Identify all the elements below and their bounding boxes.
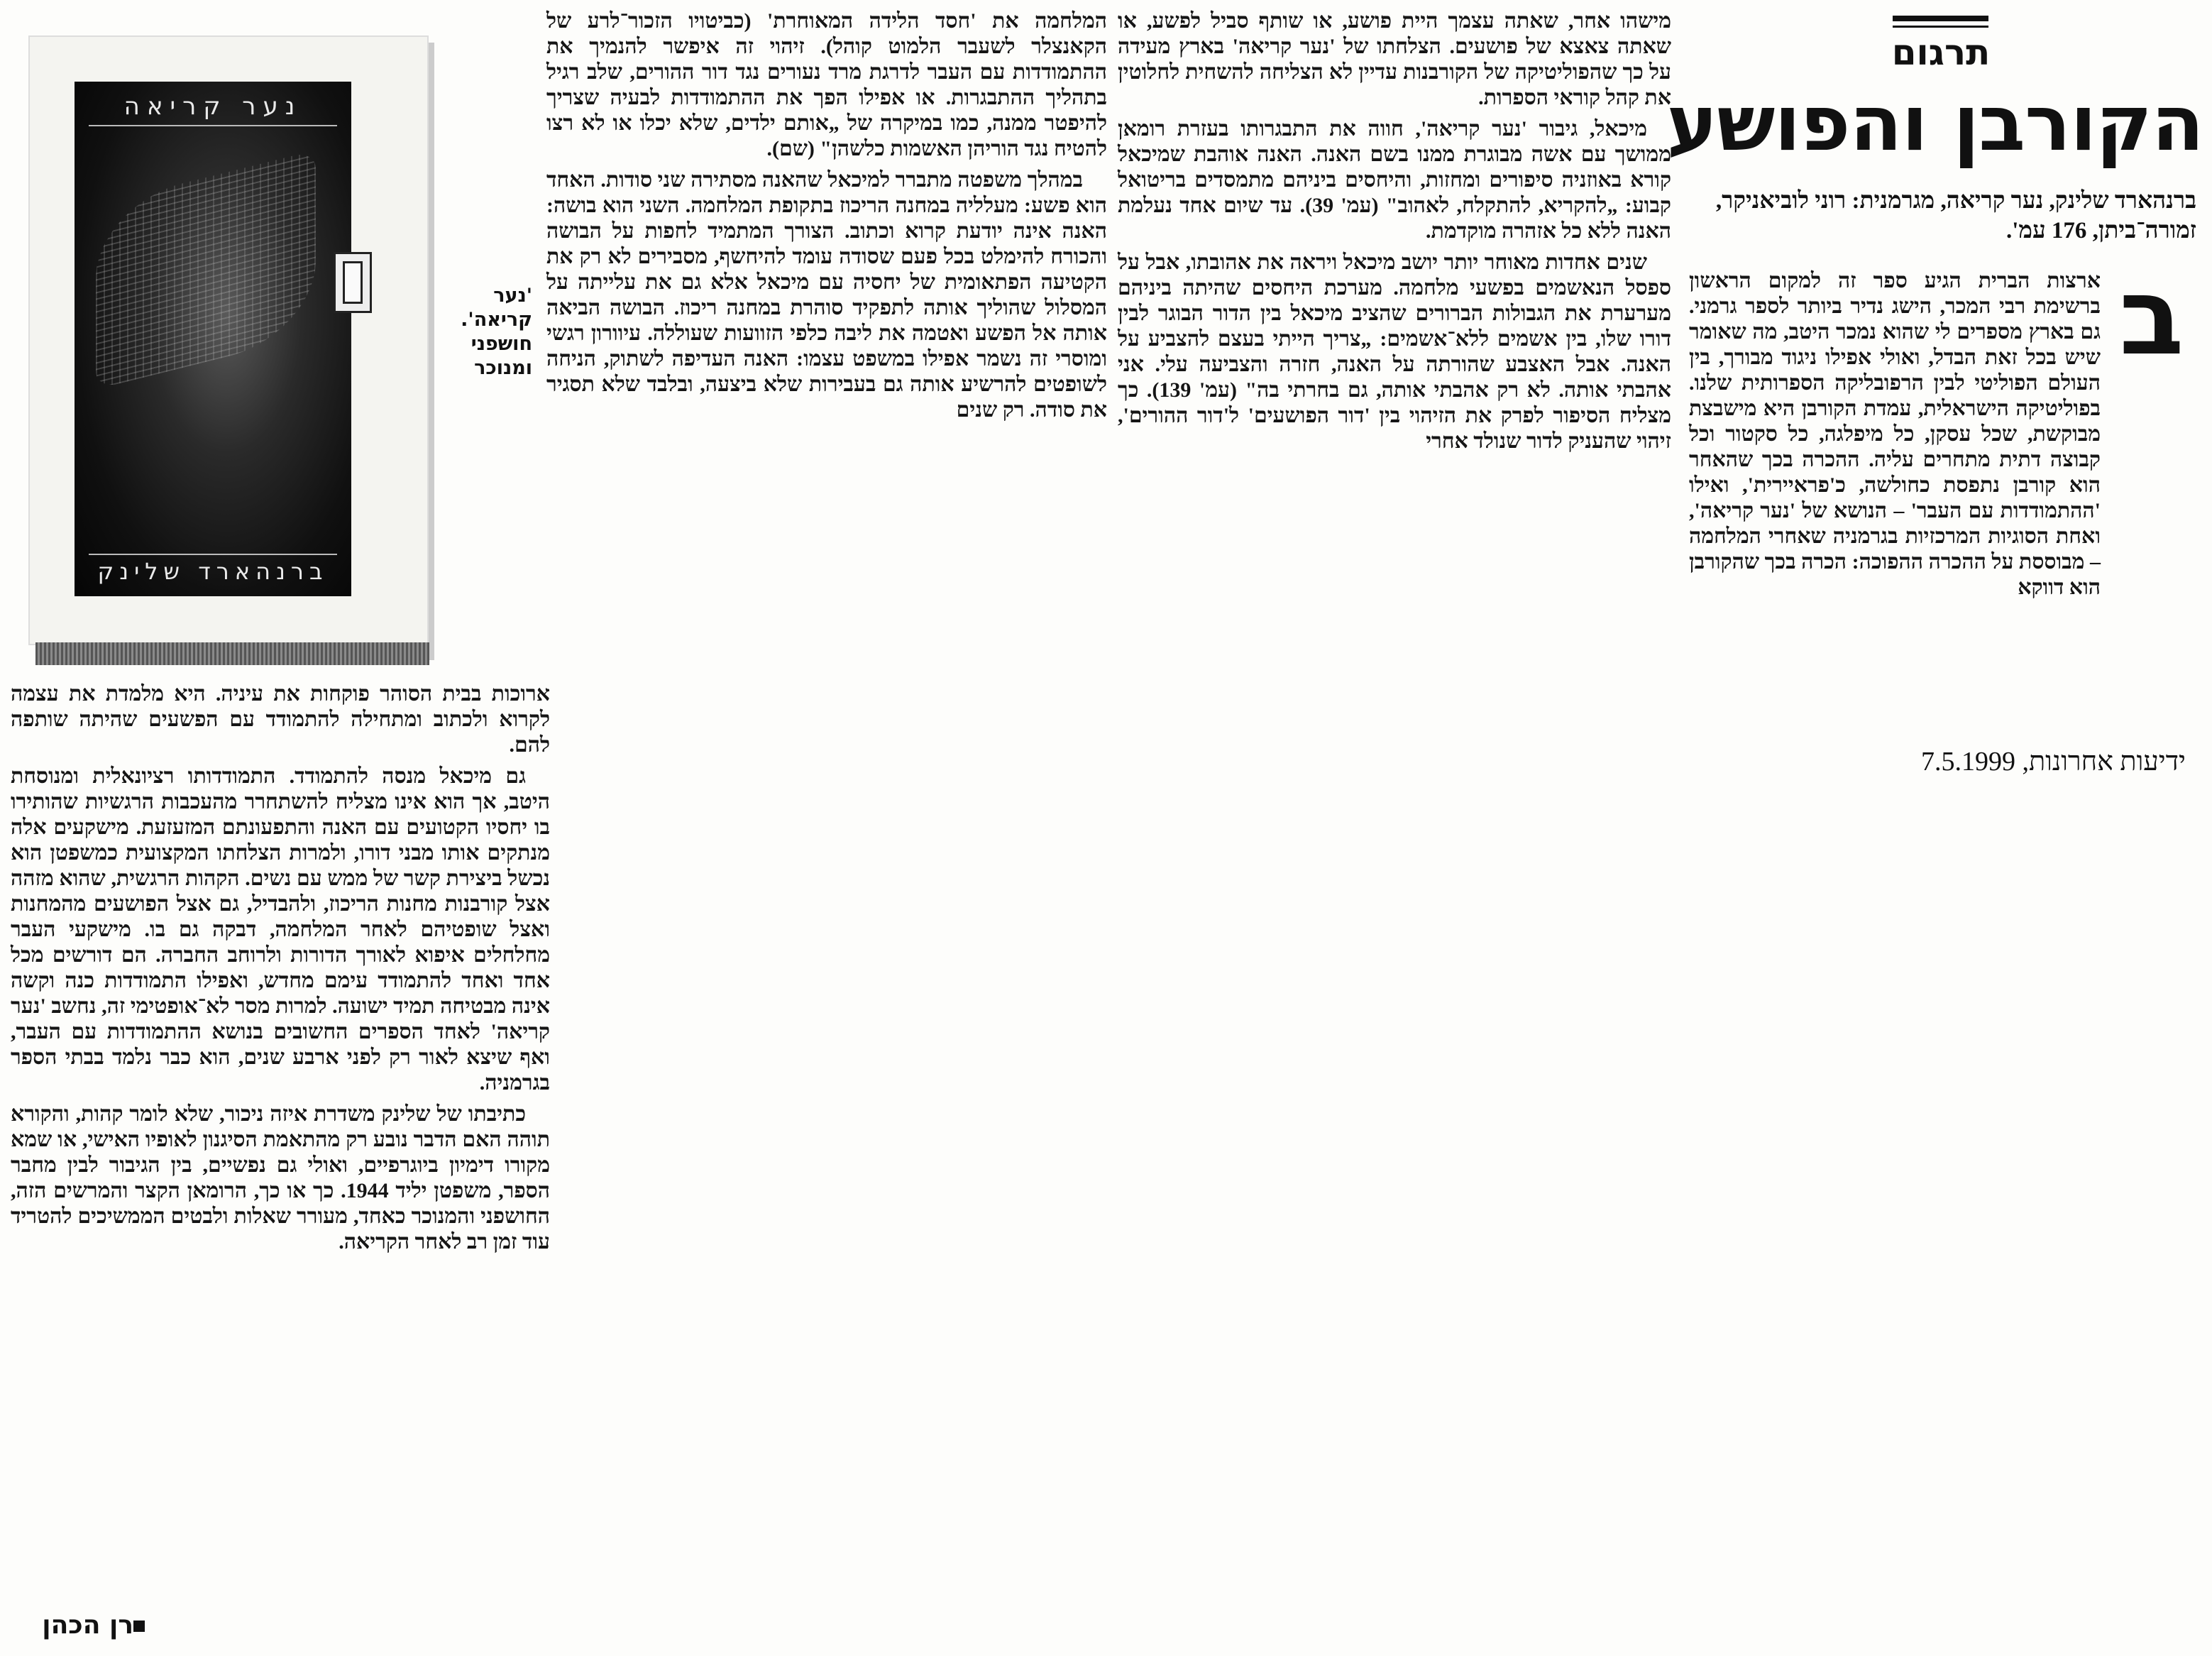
drop-cap: ב	[2119, 256, 2184, 379]
header-rule-thick	[1893, 16, 1988, 21]
paragraph: המלחמה את 'חסד הלידה המאוחרת' (כביטויו הזכור־לרע של הקאנצלר לשעבר הלמוט קוהל). זיהוי זה איפשר להנמיך את ההתמודדות עם העבר לדרגת מרד נעורים נגד דור ההורים, שלב רגיל בתהליך ההתבגרות. או אפילו הפך את ההתמודדות לבעיה שצריך להיפטר ממנה, כמו במיקרה של „אותם ילדים, שלא יכלו או לא רצו להטיח נגד הוריהן האשמות כלשהן" (שם).	[546, 9, 1107, 160]
author-signature	[7, 1610, 149, 1641]
article-column-1	[1689, 268, 2101, 606]
book-clip-icon	[334, 252, 372, 313]
paragraph: גם מיכאל מנסה להתמודד. התמודדותו רציונאלית ומנוסחת היטב, אך הוא אינו מצליח להשתחרר מהעכבות הרגשיות שהותירו בו יחסיו הקטועים עם האנה והתפעונתם המזעזעת. מישקעים אלה מנתקים אותו מבני דורו, ולמרות הצלחתו המקצועית כמשפטן הוא נכשל ביצירת קשר של ממש עם נשים. הקהות הרגשית, שהוא מזהה אצל קורבנות מחנות הריכוז, ולהבדיל, גם אצל הפושעים מהמחנות ואצל שופטיהם לאחר המלחמה, דבקה גם בו. מישקעי העבר מחלחלים איפוא לאורך הדורות ולרוחב החברה. הם דורשים מכל אחד ואחד להתמודד עימם מחדש, ואפילו התמודדות כנה וקשה אינה מבטיחה תמיד ישועה. למרות מסר לא־אופטימי זה, נחשב 'נער קריאה' לאחד הספרים החשובים בנושא ההתמודדות עם העבר, ואף שיצא לאור רק לפני ארבע שנים, הוא כבר נלמד בבתי הספר בגרמניה.	[11, 764, 550, 1095]
book-cover-title: נער קריאה	[89, 92, 337, 126]
book-credit: ברנהארד שלינק, נער קריאה, מגרמנית: רוני לוביאניקר, זמורה־ביתן, 176 עמ'.	[1715, 188, 2196, 243]
article-headline: הקורבן והפושע	[1666, 79, 2203, 168]
paragraph: במהלך משפטה מתברר למיכאל שהאנה מסתירה שני סודות. האחד הוא פשע: מעלליה במחנה הריכוז בתקופת המלחמה. השני הוא בושה: האנה אינה יודעת קרוא וכתוב. הצורך המתמיד לחפות על הבושה והכורח להימלט בכל פעם שסודה עומד להיחשף, מסבירים לא רק את הקטיעה הפתאומית של יחסיה עם מיכאל אלא גם את עלייתה על המסלול שהוליך אותה לתפקיד סוהרת במחנה ריכוז. הבושה הביאה אותה אל הפשע ואטמה את ליבה כלפי הזוועות שעוללה. עיוורון רגשי ומוסרי זה נשמר אפילו במשפט עצמו: האנה העדיפה לשתוק, הניחה לשופטים להרשיע אותה גם בעבירות שלא ביצעה, ובלבד שלא תסגיר את סודה. רק שנים	[546, 168, 1107, 422]
header-rule-thin	[1893, 26, 1988, 28]
paragraph: מיכאל, גיבור 'נער קריאה', חווה את התבגרותו בעזרת רומאן ממושך עם אשה מבוגרת ממנו בשם האנה. האנה אוהבת שמיכאל קורא באוזניה סיפורים ומחזות, והיחסים ביניהם מתמסדים בריטואל קבוע: „להקריא, להתקלח, לאהוב" (עמ' 39). עד שיום אחד נעלמת האנה ללא כל אזהרה מוקדמת.	[1118, 117, 1671, 243]
end-square-icon	[133, 1621, 145, 1632]
article-column-2	[1118, 9, 1671, 460]
paragraph: ארוכות בבית הסוהר פוקחות את עיניה. היא מלמדת את עצמה לקרוא ולכתוב ומתחילה להתמודד עם הפשעים שהיתה שותפה להם.	[11, 682, 550, 757]
paragraph: מישהו אחר, שאתה עצמך היית פושע, או שותף סביל לפשע, או שאתה צאצא של פושעים. הצלחתו של 'נער קריאה' בארץ מעידה על כך שהפוליטיקה של הקורבנות עדיין לא הצליחה להשחית לחלוטין את קהל קוראי הספרות.	[1118, 9, 1671, 109]
paragraph: ארצות הברית הגיע ספר זה למקום הראשון ברשימת רבי המכר, הישג נדיר ביותר לספר גרמני. גם בארץ מספרים לי שהוא נמכר היטב, מה שאומר שיש בכל זאת הבדל, ואולי אפילו ניגוד מבורך, בין העולם הפוליטי לבין הרפובליקה הספרותית שלנו. בפוליטיקה הישראלית, עמדת הקורבן היא מישבצת מבוקשת, שכל עסקן, כל מיפלגה, כל סקטור וכל קבוצה דתית מתחרים עליה. ההכרה בכך שהאחר הוא קורבן נתפסת כחולשה, כ'פראיירית', ואילו 'ההתמודדות עם העבר' – הנושא של 'נער קריאה', ואחת הסוגיות המרכזיות בגרמניה שאחרי המלחמה – מבוססת על ההכרה ההפוכה: הכרה בכך שהקורבן הוא דווקא	[1689, 269, 2101, 599]
photo-caption: 'נער קריאה'. חושפני ומנוכר	[461, 285, 532, 379]
article-column-3	[546, 9, 1107, 429]
source-line: ידיעות אחרונות, 7.5.1999	[1920, 747, 2186, 777]
paragraph: שנים אחדות מאוחר יותר יושב מיכאל ויראה את אהובתו, אבל על ספסל הנאשמים בפשעי מלחמה. מערכת היחסים שהיתה ביניהם מערערת את הגבולות הברורים שהציב מיכאל בין הדור הבוגר לבין דורו שלו, בין אשמים ללא־אשמים: „צריך הייתי בעצם להצביע על האנה. אבל האצבע שהורתה על האנה, חזרה והצביעה עלי. אני אהבתי אותה. לא רק אהבתי אותה, גם בחרתי בה" (עמ' 139). כך מצליח הסיפור לפרק את הזיהוי בין 'דור הפושעים' ל'דור ההורים', זיהוי שהעניק לדור שנולד אחרי	[1118, 251, 1671, 453]
book-cover-author: ברנהארד שלינק	[89, 554, 337, 585]
article-column-4	[11, 681, 550, 1261]
book-shadow	[35, 642, 429, 665]
author-name: רן הכהן	[42, 1611, 133, 1640]
section-kicker: תרגום	[1891, 32, 1991, 73]
paragraph: כתיבתו של שלינק משדרת איזה ניכור, שלא לומר קהות, והקורא תוהה האם הדבר נובע רק מהתאמת הסיגנון לאופיו האישי, או שמא מקורו דימיון ביוגרפיים, ואולי גם נפשיים, בין הגיבור לבין מחבר הספר, משפטן יליד 1944. כך או כך, הרומאן הקצר והמרשים הזה, החושפני והמנוכר כאחד, מעורר שאלות ולבטים הממשיכים להטריד עוד זמן רב לאחר הקריאה.	[11, 1102, 550, 1254]
